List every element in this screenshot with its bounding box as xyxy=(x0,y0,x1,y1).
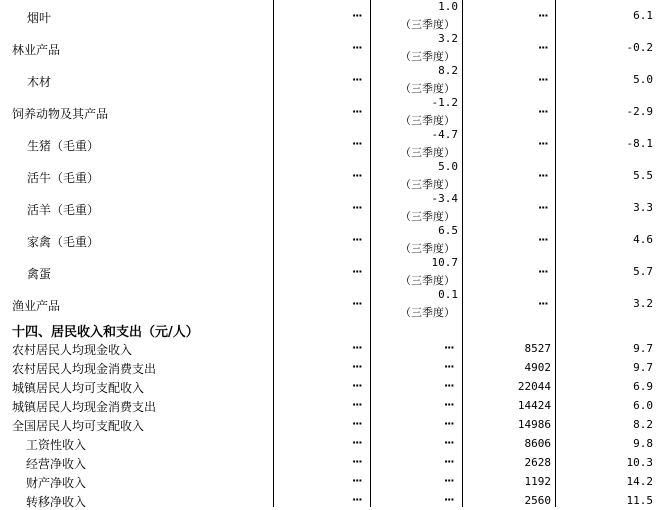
table-row xyxy=(0,415,662,434)
table-row xyxy=(0,32,662,64)
row-label: 禽蛋 xyxy=(27,267,52,281)
quarter-growth-value: -3.4 xyxy=(431,192,458,205)
not-available-mark: ··· xyxy=(444,360,454,373)
row-label: 渔业产品 xyxy=(12,299,61,313)
row-label: 林业产品 xyxy=(12,43,61,57)
quarter-note: （三季度） xyxy=(400,18,455,31)
quarter-growth-value: -1.2 xyxy=(431,96,458,109)
not-available-mark: ··· xyxy=(352,474,362,487)
absolute-value: 4902 xyxy=(524,361,551,374)
not-available-mark: ··· xyxy=(352,9,362,22)
row-label: 转移净收入 xyxy=(26,495,87,509)
quarter-growth-value: 6.5 xyxy=(438,224,458,237)
not-available-mark: ··· xyxy=(444,379,454,392)
quarter-note: （三季度） xyxy=(400,114,455,127)
table-row xyxy=(0,96,662,128)
table-row xyxy=(0,377,662,396)
not-available-mark: ··· xyxy=(352,105,362,118)
growth-rate: -8.1 xyxy=(626,137,653,150)
not-available-mark: ··· xyxy=(352,436,362,449)
not-available-mark: ··· xyxy=(352,341,362,354)
not-available-mark: ··· xyxy=(538,41,548,54)
absolute-value: 2560 xyxy=(524,494,551,507)
not-available-mark: ··· xyxy=(538,9,548,22)
not-available-mark: ··· xyxy=(538,297,548,310)
growth-rate: -0.2 xyxy=(626,41,653,54)
quarter-growth-value: 10.7 xyxy=(431,256,458,269)
not-available-mark: ··· xyxy=(444,436,454,449)
not-available-mark: ··· xyxy=(444,341,454,354)
growth-rate: 9.8 xyxy=(633,437,653,450)
table-row xyxy=(0,339,662,358)
not-available-mark: ··· xyxy=(352,360,362,373)
not-available-mark: ··· xyxy=(538,233,548,246)
row-label: 经营净收入 xyxy=(26,457,87,471)
not-available-mark: ··· xyxy=(352,137,362,150)
table-row xyxy=(0,288,662,320)
quarter-note: （三季度） xyxy=(400,178,455,191)
absolute-value: 8527 xyxy=(524,342,551,355)
row-label: 烟叶 xyxy=(27,11,52,25)
quarter-growth-value: 5.0 xyxy=(438,160,458,173)
quarter-growth-value: -4.7 xyxy=(431,128,458,141)
not-available-mark: ··· xyxy=(538,73,548,86)
growth-rate: 9.7 xyxy=(633,361,653,374)
not-available-mark: ··· xyxy=(352,73,362,86)
absolute-value: 14424 xyxy=(517,399,551,412)
not-available-mark: ··· xyxy=(444,398,454,411)
table-row xyxy=(0,128,662,160)
not-available-mark: ··· xyxy=(538,265,548,278)
table-row xyxy=(0,358,662,377)
table-row xyxy=(0,434,662,453)
table-row xyxy=(0,256,662,288)
table-row xyxy=(0,396,662,415)
not-available-mark: ··· xyxy=(538,201,548,214)
absolute-value: 1192 xyxy=(524,475,551,488)
growth-rate: 6.0 xyxy=(633,399,653,412)
growth-rate: 11.5 xyxy=(626,494,653,507)
not-available-mark: ··· xyxy=(444,474,454,487)
section-title: 十四、居民收入和支出（元/人） xyxy=(12,325,199,340)
not-available-mark: ··· xyxy=(538,105,548,118)
section-header-row xyxy=(0,320,662,338)
not-available-mark: ··· xyxy=(352,493,362,506)
growth-rate: 6.9 xyxy=(633,380,653,393)
table-row xyxy=(0,64,662,96)
row-label: 木材 xyxy=(27,75,52,89)
growth-rate: 5.7 xyxy=(633,265,653,278)
quarter-note: （三季度） xyxy=(400,306,455,319)
row-label: 家禽（毛重） xyxy=(27,235,100,249)
quarter-growth-value: 1.0 xyxy=(438,0,458,13)
quarter-growth-value: 0.1 xyxy=(438,288,458,301)
not-available-mark: ··· xyxy=(352,201,362,214)
not-available-mark: ··· xyxy=(352,379,362,392)
not-available-mark: ··· xyxy=(538,137,548,150)
table-row xyxy=(0,192,662,224)
row-label: 城镇居民人均可支配收入 xyxy=(12,381,145,395)
growth-rate: 5.5 xyxy=(633,169,653,182)
quarter-note: （三季度） xyxy=(400,274,455,287)
growth-rate: 8.2 xyxy=(633,418,653,431)
quarter-note: （三季度） xyxy=(400,146,455,159)
quarter-growth-value: 8.2 xyxy=(438,64,458,77)
row-label: 饲养动物及其产品 xyxy=(12,107,109,121)
not-available-mark: ··· xyxy=(352,233,362,246)
growth-rate: 10.3 xyxy=(626,456,653,469)
row-label: 财产净收入 xyxy=(26,476,87,490)
table-row xyxy=(0,0,662,32)
quarter-note: （三季度） xyxy=(400,210,455,223)
growth-rate: 6.1 xyxy=(633,9,653,22)
absolute-value: 22044 xyxy=(517,380,551,393)
row-label: 全国居民人均可支配收入 xyxy=(12,419,145,433)
not-available-mark: ··· xyxy=(352,297,362,310)
not-available-mark: ··· xyxy=(352,398,362,411)
quarter-growth-value: 3.2 xyxy=(438,32,458,45)
not-available-mark: ··· xyxy=(444,493,454,506)
row-label: 活羊（毛重） xyxy=(27,203,100,217)
table-row xyxy=(0,491,662,510)
growth-rate: 4.6 xyxy=(633,233,653,246)
table-row xyxy=(0,453,662,472)
not-available-mark: ··· xyxy=(352,265,362,278)
growth-rate: 3.3 xyxy=(633,201,653,214)
absolute-value: 8606 xyxy=(524,437,551,450)
not-available-mark: ··· xyxy=(352,41,362,54)
quarter-note: （三季度） xyxy=(400,242,455,255)
row-label: 城镇居民人均现金消费支出 xyxy=(12,400,157,414)
not-available-mark: ··· xyxy=(352,417,362,430)
growth-rate: 3.2 xyxy=(633,297,653,310)
not-available-mark: ··· xyxy=(352,169,362,182)
growth-rate: -2.9 xyxy=(626,105,653,118)
not-available-mark: ··· xyxy=(444,455,454,468)
growth-rate: 5.0 xyxy=(633,73,653,86)
growth-rate: 9.7 xyxy=(633,342,653,355)
not-available-mark: ··· xyxy=(538,169,548,182)
quarter-note: （三季度） xyxy=(400,82,455,95)
not-available-mark: ··· xyxy=(444,417,454,430)
table-row xyxy=(0,224,662,256)
row-label: 生猪（毛重） xyxy=(27,139,100,153)
quarter-note: （三季度） xyxy=(400,50,455,63)
row-label: 工资性收入 xyxy=(26,438,87,452)
table-row xyxy=(0,472,662,491)
absolute-value: 14986 xyxy=(517,418,551,431)
not-available-mark: ··· xyxy=(352,455,362,468)
growth-rate: 14.2 xyxy=(626,475,653,488)
row-label: 农村居民人均现金收入 xyxy=(12,343,133,357)
table-row xyxy=(0,160,662,192)
absolute-value: 2628 xyxy=(524,456,551,469)
row-label: 农村居民人均现金消费支出 xyxy=(12,362,157,376)
row-label: 活牛（毛重） xyxy=(27,171,100,185)
